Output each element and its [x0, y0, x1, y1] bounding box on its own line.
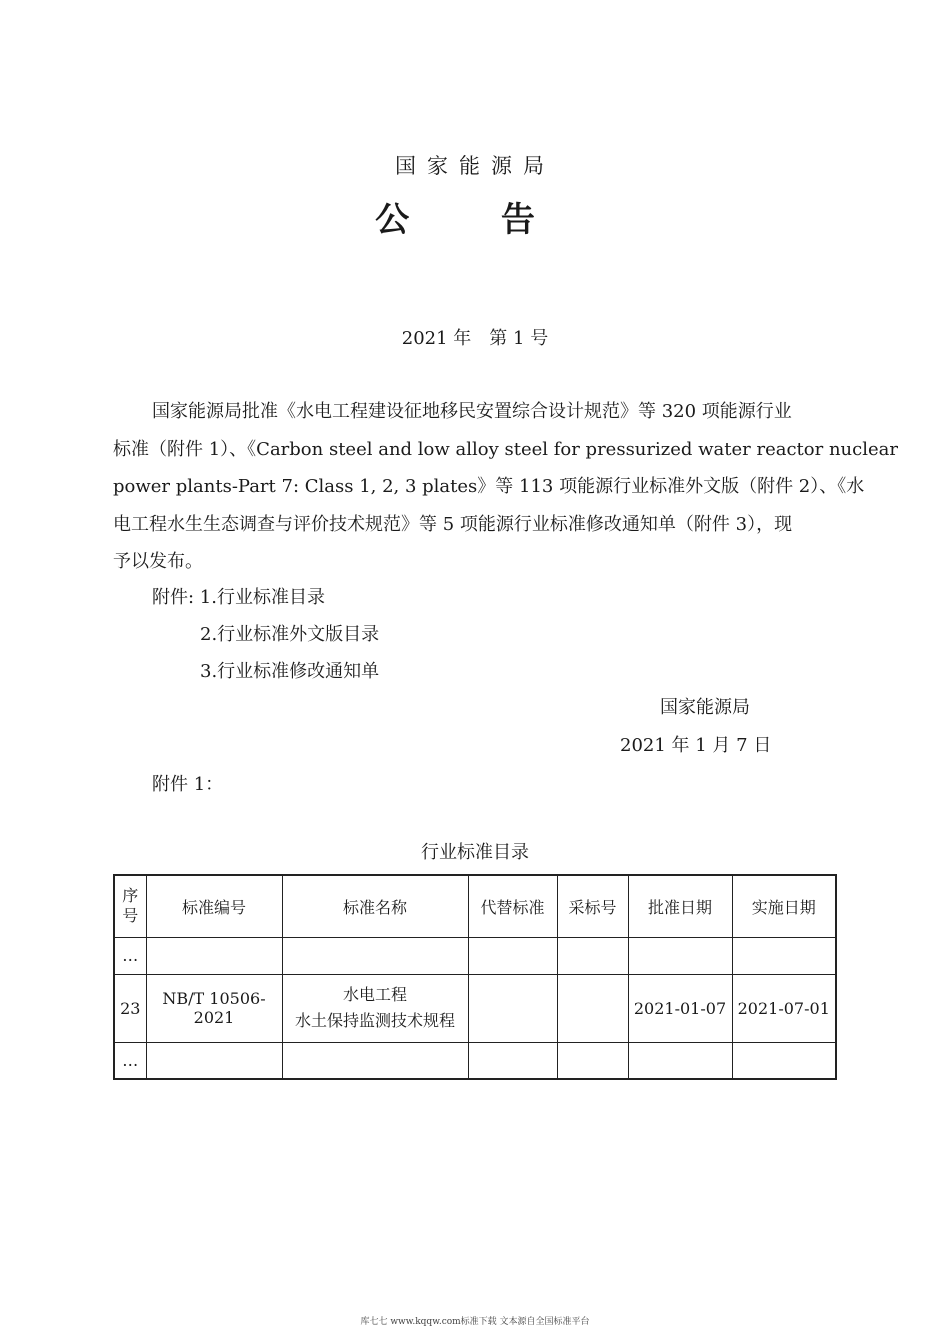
cell-index: …	[114, 937, 146, 974]
cell-replaces	[468, 937, 557, 974]
standards-table	[113, 874, 837, 1080]
cell-index: …	[114, 1042, 146, 1079]
table-row	[114, 1042, 836, 1079]
header-name: 标准名称	[282, 875, 468, 937]
cell-effective	[732, 937, 836, 974]
attachment-2: 2.行业标准外文版目录	[200, 624, 380, 645]
cell-adopted	[557, 1042, 628, 1079]
body-line-4: 电工程水生生态调查与评价技术规范》等 5 项能源行业标准修改通知单（附件 3），现	[113, 514, 793, 535]
cell-replaces	[468, 1042, 557, 1079]
table-row	[114, 974, 836, 1042]
cell-approved	[628, 1042, 732, 1079]
body-line-1: 国家能源局批准《水电工程建设征地移民安置综合设计规范》等 320 项能源行业	[152, 401, 792, 422]
cell-effective	[732, 1042, 836, 1079]
appendix-label: 附件 1：	[152, 774, 224, 795]
document-title: 公 告	[375, 200, 575, 240]
cell-code	[146, 937, 282, 974]
header-code: 标准编号	[146, 875, 282, 937]
page-footer: 库七七 www.kqqw.com标准下载 文本源自全国标准平台	[360, 1317, 590, 1327]
issuing-organization: 国家能源局	[395, 154, 555, 178]
cell-index: 23	[114, 974, 146, 1042]
cell-code	[146, 1042, 282, 1079]
header-approved: 批准日期	[628, 875, 732, 937]
cell-name: 水电工程 水土保持监测技术规程	[282, 974, 468, 1042]
cell-replaces	[468, 974, 557, 1042]
cell-approved: 2021-01-07	[628, 974, 732, 1042]
header-replaces: 代替标准	[468, 875, 557, 937]
body-line-5: 予以发布。	[113, 551, 203, 572]
cell-adopted	[557, 937, 628, 974]
signature-date: 2021 年 1 月 7 日	[620, 735, 772, 756]
header-adopted: 采标号	[557, 875, 628, 937]
table-row	[114, 937, 836, 974]
header-index: 序号	[114, 875, 146, 937]
table-title: 行业标准目录	[421, 842, 529, 863]
attachment-1: 附件: 1.行业标准目录	[152, 587, 325, 608]
body-line-3: power plants-Part 7: Class 1, 2, 3 plates》等 113 项能源行业标准外文版（附件 2）、《水	[113, 476, 865, 497]
attachment-3: 3.行业标准修改通知单	[200, 661, 380, 682]
table-header-row	[114, 875, 836, 937]
cell-name	[282, 937, 468, 974]
cell-adopted	[557, 974, 628, 1042]
signer: 国家能源局	[660, 697, 750, 718]
cell-effective: 2021-07-01	[732, 974, 836, 1042]
body-line-2: 标准（附件 1）、《Carbon steel and low alloy steel for pressurized water reactor nuclear	[113, 439, 898, 460]
cell-code: NB/T 10506-2021	[146, 974, 282, 1042]
cell-approved	[628, 937, 732, 974]
cell-name	[282, 1042, 468, 1079]
header-effective: 实施日期	[732, 875, 836, 937]
issue-number: 2021 年 第 1 号	[401, 328, 549, 349]
